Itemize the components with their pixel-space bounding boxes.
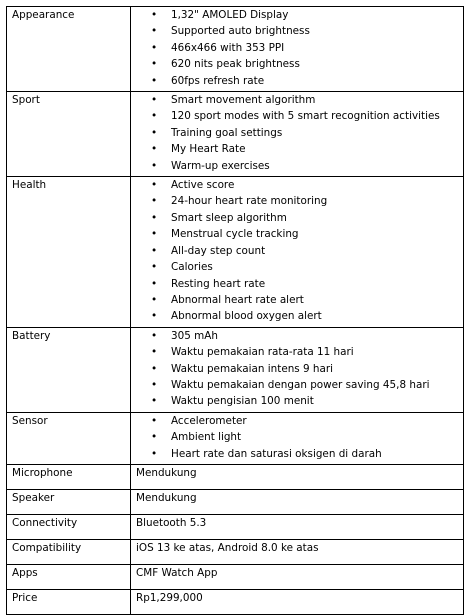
bullet-list: [136, 413, 459, 462]
table-row: [7, 464, 464, 489]
row-label: Apps: [7, 564, 131, 589]
list-item: • Resting heart rate: [136, 276, 459, 292]
list-item: • My Heart Rate: [136, 141, 459, 157]
spec-table-body: [7, 7, 464, 615]
table-row: [7, 489, 464, 514]
list-item: • Training goal settings: [136, 125, 459, 141]
list-item: • Abnormal blood oxygen alert: [136, 308, 459, 324]
list-item: • 305 mAh: [136, 328, 459, 344]
list-item: • Smart movement algorithm: [136, 92, 459, 108]
row-label: Speaker: [7, 489, 131, 514]
row-label: Battery: [7, 327, 131, 412]
row-value: Mendukung: [131, 464, 464, 489]
bullet-list: [136, 92, 459, 174]
list-item: • Waktu pengisian 100 menit: [136, 393, 459, 409]
list-item: • 1,32" AMOLED Display: [136, 7, 459, 23]
row-value: Bluetooth 5.3: [131, 514, 464, 539]
list-item: • 60fps refresh rate: [136, 73, 459, 89]
list-item: • Calories: [136, 259, 459, 275]
row-value: Mendukung: [131, 489, 464, 514]
list-item: • Warm-up exercises: [136, 158, 459, 174]
list-item: • Ambient light: [136, 429, 459, 445]
list-item: • All-day step count: [136, 243, 459, 259]
row-value: Rp1,299,000: [131, 589, 464, 614]
row-value-cell: [131, 327, 464, 412]
table-row: [7, 7, 464, 92]
table-row: [7, 412, 464, 464]
bullet-list: [136, 177, 459, 325]
list-item: • Menstrual cycle tracking: [136, 226, 459, 242]
table-row: [7, 92, 464, 177]
list-item: • Active score: [136, 177, 459, 193]
list-item: • Accelerometer: [136, 413, 459, 429]
row-value: CMF Watch App: [131, 564, 464, 589]
row-label: Sensor: [7, 412, 131, 464]
row-value-cell: [131, 7, 464, 92]
list-item: • Smart sleep algorithm: [136, 210, 459, 226]
row-label: Health: [7, 177, 131, 328]
table-row: [7, 327, 464, 412]
list-item: • 620 nits peak brightness: [136, 56, 459, 72]
row-label: Appearance: [7, 7, 131, 92]
table-row: [7, 589, 464, 614]
list-item: • Abnormal heart rate alert: [136, 292, 459, 308]
row-value-cell: [131, 177, 464, 328]
row-label: Compatibility: [7, 539, 131, 564]
bullet-list: [136, 7, 459, 89]
table-row: [7, 177, 464, 328]
bullet-list: [136, 328, 459, 410]
list-item: • Heart rate dan saturasi oksigen di darah: [136, 446, 459, 462]
list-item: • 466x466 with 353 PPI: [136, 40, 459, 56]
row-label: Microphone: [7, 464, 131, 489]
table-row: [7, 514, 464, 539]
list-item: • 24-hour heart rate monitoring: [136, 193, 459, 209]
row-label: Connectivity: [7, 514, 131, 539]
list-item: • Waktu pemakaian rata-rata 11 hari: [136, 344, 459, 360]
row-value-cell: [131, 412, 464, 464]
list-item: • Waktu pemakaian intens 9 hari: [136, 361, 459, 377]
list-item: • 120 sport modes with 5 smart recognition activities: [136, 108, 459, 124]
row-label: Sport: [7, 92, 131, 177]
spec-table: [6, 6, 464, 615]
list-item: • Supported auto brightness: [136, 23, 459, 39]
row-value: iOS 13 ke atas, Android 8.0 ke atas: [131, 539, 464, 564]
row-value-cell: [131, 92, 464, 177]
row-label: Price: [7, 589, 131, 614]
list-item: • Waktu pemakaian dengan power saving 45,8 hari: [136, 377, 459, 393]
table-row: [7, 564, 464, 589]
table-row: [7, 539, 464, 564]
